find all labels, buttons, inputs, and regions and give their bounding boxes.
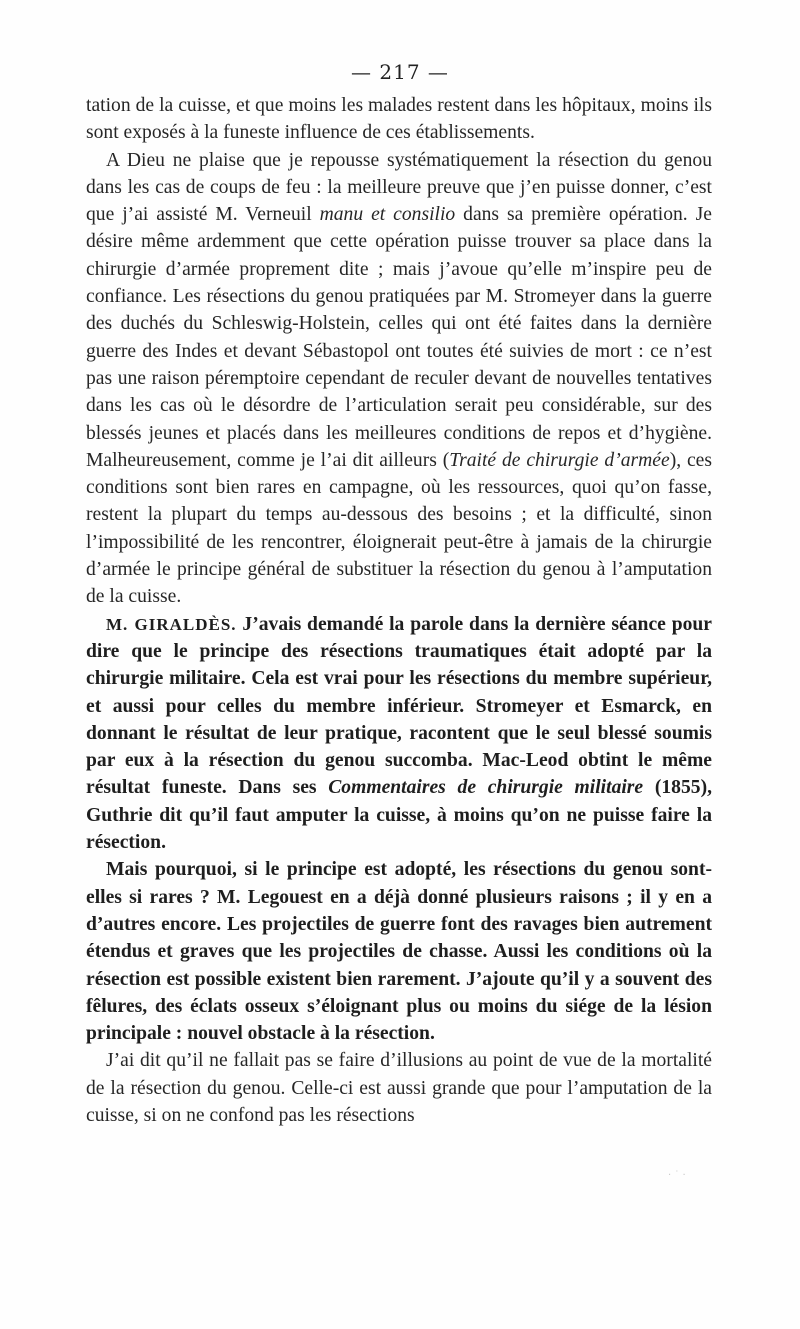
- paragraph-text: ), ces conditions sont bien rares en campagne, où les ressources, quoi qu’on fasse, restent la plupart du temps au-dessous des besoins ; et la difficulté, sinon l’impossibilité de les rencontrer, éloignerait peut-être à jamais de la chirurgie d’armée le principe général de substituer la résection du genou à l’amputation de la cuisse.: [86, 449, 712, 608]
- book-title: Commentaires de chirurgie militaire: [328, 777, 644, 799]
- paragraph-giraldes: [86, 611, 712, 857]
- paper-speck-decoration: · ˙ ·: [668, 1170, 686, 1181]
- page-number: — 217 —: [351, 60, 449, 84]
- paragraph-mais-pourquoi: Mais pourquoi, si le principe est adopté, les résections du genou sont-elles si rares ? M. Legouest en a déjà donné plusieurs raisons ; il y en a d’autres encore. Les projectiles de guerre font des ravages bien autrement étendus et graves que les projectiles de chasse. Aussi les conditions où la résection est possible existent bien rarement. J’ajoute qu’il y a souvent des fêlures, des éclats osseux s’éloignant plus ou moins du siége de la lésion principale : nouvel obstacle à la résection.: [86, 859, 712, 1045]
- paragraph-text: (1855), Guthrie dit qu’il faut amputer la cuisse, à moins qu’on ne puisse faire la résection.: [86, 777, 712, 854]
- paragraph-text: J’avais demandé la parole dans la dernière séance pour dire que le principe des résections traumatiques était adopté par la chirurgie militaire. Cela est vrai pour les résections du membre supérieur, et aussi pour celles du membre inférieur. Stromeyer et Esmarck, en donnant le résultat de leur pratique, racontent que le seul blessé soumis par eux à la résection du genou succomba. Mac-Leod obtint le même résultat funeste. Dans ses: [86, 613, 712, 799]
- paragraph-jai-dit: J’ai dit qu’il ne fallait pas se faire d’illusions au point de vue de la mortalité de la résection du genou. Celle-ci est aussi grande que pour l’amputation de la cuisse, si on ne confond pas les résections: [86, 1050, 712, 1126]
- paragraph-dieu-ne-plaise: [86, 147, 712, 611]
- latin-phrase: manu et consilio: [319, 204, 456, 226]
- paragraph-text: A Dieu ne plaise que je repousse systématiquement la résection du genou dans les cas de coups de feu : la meilleure preuve que j’en puisse donner, c’est que j’ai assisté M. Verneuil: [86, 149, 712, 226]
- book-title: Traité de chirurgie d’armée: [449, 449, 670, 471]
- speaker-name: M. GIRALDÈS.: [106, 614, 237, 634]
- paragraph-text: dans sa première opération. Je désire même ardemment que cette opération puisse trouver sa place dans la chirurgie d’armée proprement dite ; mais j’avoue qu’elle m’inspire peu de confiance. Les résections du genou pratiquées par M. Stromeyer dans la guerre des duchés du Schleswig-Holstein, celles qui ont été faites dans la dernière guerre des Indes et devant Sébastopol ont toutes été suivies de mort : ce n’est pas une raison péremptoire cependant de reculer devant de nouvelles tentatives dans les cas où le désordre de l’articulation serait peu considérable, sur des blessés jeunes et placés dans les meilleures conditions de repos et d’hygiène. Malheureusement, comme je l’ai dit ailleurs (: [86, 204, 712, 471]
- paragraph-continuation: tation de la cuisse, et que moins les malades restent dans les hôpitaux, moins ils sont exposés à la funeste influence de ces établissements.: [86, 95, 712, 144]
- body-text: [86, 92, 712, 1129]
